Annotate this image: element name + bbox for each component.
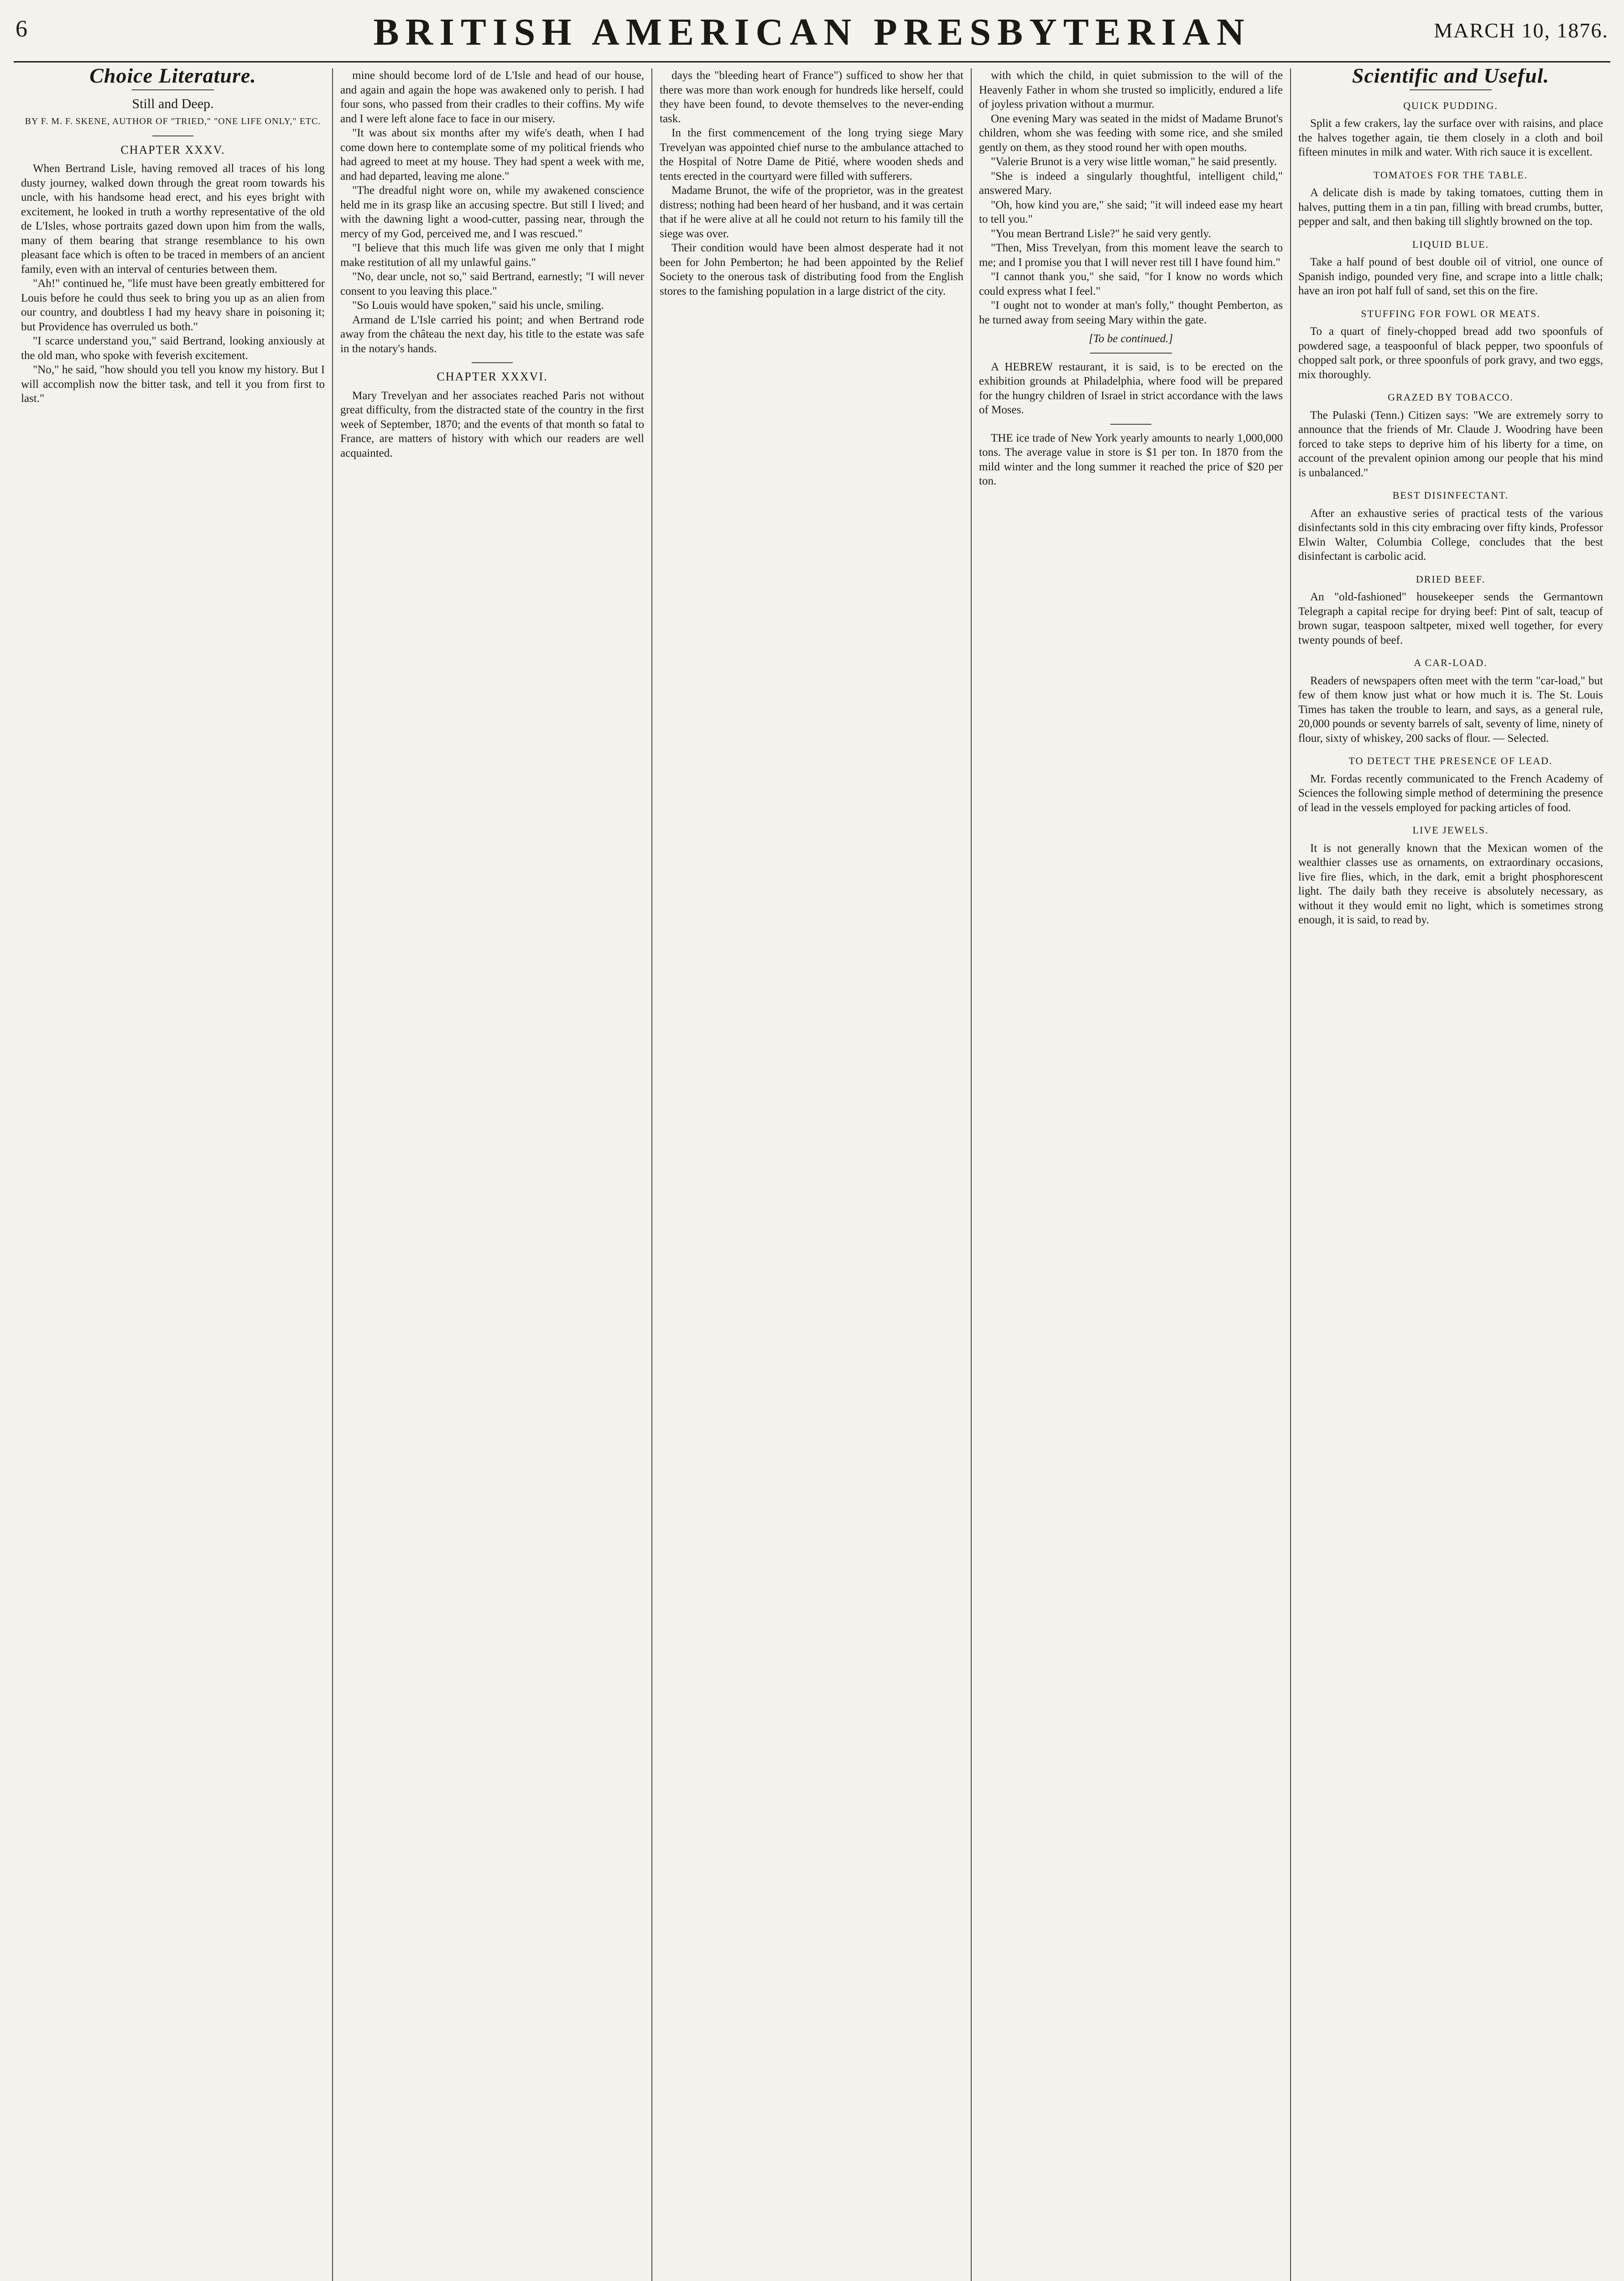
section-heading-scientific-and-useful: Scientific and Useful. xyxy=(1352,68,1550,87)
article-heading: A CAR-LOAD. xyxy=(1414,657,1488,668)
article-heading: TO DETECT THE PRESENCE OF LEAD. xyxy=(1348,755,1553,766)
chapter-heading: CHAPTER XXXVI. xyxy=(437,370,548,383)
to-be-continued: [To be continued.] xyxy=(1088,333,1173,345)
divider xyxy=(1110,424,1151,425)
paragraph: days the "bleeding heart of France") sufficed to show her that there was more than work enough for hundreds like herself, could they have been found, to devote themselves to the never-ending task. xyxy=(660,69,963,125)
page-number: 6 xyxy=(16,16,27,42)
paragraph: When Bertrand Lisle, having removed all traces of his long dusty journey, walked down through the great room towards his uncle, with his handsome head erect, and his eyes bright with excitement, he looked in truth a worthy representative of the old de L'Isles, whose portraits gazed down upon him from the walls, many of them bearing that strange resemblance to his own pleasant face which is often to be traced in members of an ancient family, even with an interval of centuries between them. xyxy=(21,162,325,276)
paragraph: "I believe that this much life was given me only that I might make restitution of all my unlawful gains." xyxy=(340,242,644,269)
news-note: THE ice trade of New York yearly amounts to nearly 1,000,000 tons. The average value in store is $1 per ton. In 1870 from the mild winter and the long summer it reached the price of $20 per ton. xyxy=(979,432,1283,487)
section-heading-choice-literature: Choice Literature. xyxy=(89,68,256,87)
article-text: It is not generally known that the Mexican women of the wealthier classes use as ornaments, on extraordinary occasions, live fire flies, which, in the dark, emit a bright phosphorescent light. The daily bath they receive is absolutely necessary, as without it they would emit no light, which is sometimes strong enough, it is said, to read by. xyxy=(1298,842,1603,926)
paragraph: Armand de L'Isle carried his point; and when Bertrand rode away from the château the next day, his title to the estate was safe in the notary's hands. xyxy=(340,313,644,355)
paragraph: "So Louis would have spoken," said his uncle, smiling. xyxy=(352,299,604,312)
paragraph: "I ought not to wonder at man's folly," thought Pemberton, as he turned away from seeing Mary within the gate. xyxy=(979,299,1283,326)
divider xyxy=(132,89,214,90)
paragraph: Their condition would have been almost desperate had it not been for John Pemberton; he had been appointed by the Relief Society to the onerous task of distributing food from the English stores to the famishing population in a large district of the city. xyxy=(660,242,963,297)
article-heading: BEST DISINFECTANT. xyxy=(1392,490,1509,501)
issue-date: MARCH 10, 1876. xyxy=(1434,19,1608,42)
paragraph: "I cannot thank you," she said, "for I know no words which could express what I feel." xyxy=(979,271,1283,297)
article-text: Split a few crakers, lay the surface over with raisins, and place the halves together again, tie them closely in a cloth and boil fifteen minutes in milk and water. With rich sauce it is excellent. xyxy=(1298,117,1603,158)
article-heading: QUICK PUDDING. xyxy=(1403,99,1498,111)
article-text: An "old-fashioned" housekeeper sends the Germantown Telegraph a capital recipe for drying beef: Pint of salt, teacup of brown sugar, teaspoon saltpeter, mixed well together, for every twenty pounds of beef. xyxy=(1298,591,1603,646)
column-3 xyxy=(652,68,972,2281)
news-note: A HEBREW restaurant, it is said, is to be erected on the exhibition grounds at Philadelphia, where food will be prepared for the hungry children of Israel in strict accordance with the laws of Moses. xyxy=(979,360,1283,416)
divider xyxy=(1090,353,1172,354)
paragraph: Mary Trevelyan and her associates reached Paris not without great difficulty, from the distracted state of the country in the first week of September, 1870; and the events of that month so fatal to France, are matters of history with which our readers are well acquainted. xyxy=(340,389,644,459)
column-1 xyxy=(14,68,333,2281)
paragraph: mine should become lord of de L'Isle and head of our house, and again and again the hope was awakened only to perish. I had four sons, who passed from their cradles to their coffins. My wife and I were left alone face to face in our misery. xyxy=(340,69,644,125)
paragraph: One evening Mary was seated in the midst of Madame Brunot's children, whom she was feeding with some rice, and she smiled gently on them, as they stood round her with open mouths. xyxy=(979,112,1283,154)
article-text: Readers of newspapers often meet with the term "car-load," but few of them know just what or how much it is. The St. Louis Times has taken the trouble to learn, and says, as a general rule, 20,000 pounds or seventy barrels of salt, seventy of lime, ninety of flour, sixty of whiskey, 200 sacks of flour. — Selected. xyxy=(1298,674,1603,745)
paragraph: "She is indeed a singularly thoughtful, intelligent child," answered Mary. xyxy=(979,170,1283,197)
chapter-heading: CHAPTER XXXV. xyxy=(120,143,225,156)
paragraph: "Ah!" continued he, "life must have been greatly embittered for Louis before he could thus seek to bring you up as an alien from our country, and doubtless I had my heavy share in poisoning it; but Providence has overruled us both." xyxy=(21,277,325,333)
paragraph: "You mean Bertrand Lisle?" he said very gently. xyxy=(991,227,1211,240)
divider xyxy=(152,135,193,136)
newspaper-title: BRITISH AMERICAN PRESBYTERIAN xyxy=(373,11,1251,53)
paragraph: "No, dear uncle, not so," said Bertrand, earnestly; "I will never consent to you leaving this place." xyxy=(340,271,644,297)
paragraph: "Oh, how kind you are," she said; "it will indeed ease my heart to tell you." xyxy=(979,198,1283,225)
columns xyxy=(14,68,1610,2281)
article-text: Mr. Fordas recently communicated to the French Academy of Sciences the following simple method of determining the presence of lead in the vessels employed for packing articles of food. xyxy=(1298,772,1603,814)
column-5 xyxy=(1291,68,1610,2281)
paragraph: "No," he said, "how should you tell you know my history. But I will accomplish now the bitter task, and tell it you from first to last." xyxy=(21,364,325,405)
article-heading: TOMATOES FOR THE TABLE. xyxy=(1373,169,1528,181)
paragraph: "Then, Miss Trevelyan, from this moment leave the search to me; and I promise you that I will never rest till I have found him." xyxy=(979,242,1283,269)
article-heading: GRAZED BY TOBACCO. xyxy=(1388,391,1514,403)
story-title: Still and Deep. xyxy=(132,96,214,111)
paragraph: "It was about six months after my wife's death, when I had come down here to contemplate some of my political friends who had agreed to meet at my house. They had spent a week with me, and had departed, leaving me alone." xyxy=(340,127,644,182)
article-heading: DRIED BEEF. xyxy=(1416,573,1486,585)
paragraph: "The dreadful night wore on, while my awakened conscience held me in its grasp like an accusing spectre. But still I lived; and with the dawning light a wood-cutter, passing near, through the mercy of my God, perceived me, and I was rescued." xyxy=(340,184,644,240)
byline: BY F. M. F. SKENE, AUTHOR OF "TRIED," "ONE LIFE ONLY," ETC. xyxy=(25,116,321,126)
article-text: Take a half pound of best double oil of vitriol, one ounce of Spanish indigo, pounded very fine, and scrape into a little chalk; have an iron pot half full of sand, set this on the fire. xyxy=(1298,256,1603,297)
divider xyxy=(1410,89,1492,90)
article-heading: LIVE JEWELS. xyxy=(1412,824,1489,836)
paragraph: "I scarce understand you," said Bertrand, looking anxiously at the old man, who spoke with feverish excitement. xyxy=(21,335,325,362)
divider xyxy=(472,362,513,363)
article-text: The Pulaski (Tenn.) Citizen says: "We are extremely sorry to announce that the friends of Mr. Claude J. Woodring have been forced to take steps to deprive him of his liberty for a time, on account of the prevalent opinion among our people that his mind is unbalanced." xyxy=(1298,409,1603,479)
masthead xyxy=(14,6,1610,62)
article-text: To a quart of finely-chopped bread add two spoonfuls of powdered sage, a teaspoonful of black pepper, two spoonfuls of chopped salt pork, or three spoonfuls of pork gravy, and two eggs, mix thoroughly. xyxy=(1298,325,1603,381)
paragraph: In the first commencement of the long trying siege Mary Trevelyan was appointed chief nurse to the ambulance attached to the Hospital of Notre Dame de Pitié, where wooden sheds and tents erected in the courtyard were filled with sufferers. xyxy=(660,127,963,182)
column-4 xyxy=(972,68,1291,2281)
article-heading: LIQUID BLUE. xyxy=(1412,238,1489,250)
paragraph: Madame Brunot, the wife of the proprietor, was in the greatest distress; nothing had been heard of her husband, and it was certain that if he were alive at all he could not return to his family till the siege was over. xyxy=(660,184,963,240)
article-heading: STUFFING FOR FOWL OR MEATS. xyxy=(1361,307,1541,319)
paragraph: with which the child, in quiet submission to the will of the Heavenly Father in whom she trusted so implicitly, endured a life of joyless privation without a murmur. xyxy=(979,69,1283,110)
column-2 xyxy=(333,68,652,2281)
article-text: A delicate dish is made by taking tomatoes, cutting them in halves, putting them in a tin pan, filling with bread crumbs, butter, pepper and salt, and then baking till slightly browned on the top. xyxy=(1298,187,1603,228)
newspaper-page xyxy=(14,6,1610,2281)
article-text: After an exhaustive series of practical tests of the various disinfectants sold in this city embracing over fifty kinds, Professor Elwin Walter, Columbia College, concludes that the best disinfectant is carbolic acid. xyxy=(1298,507,1603,562)
paragraph: "Valerie Brunot is a very wise little woman," he said presently. xyxy=(991,156,1277,168)
